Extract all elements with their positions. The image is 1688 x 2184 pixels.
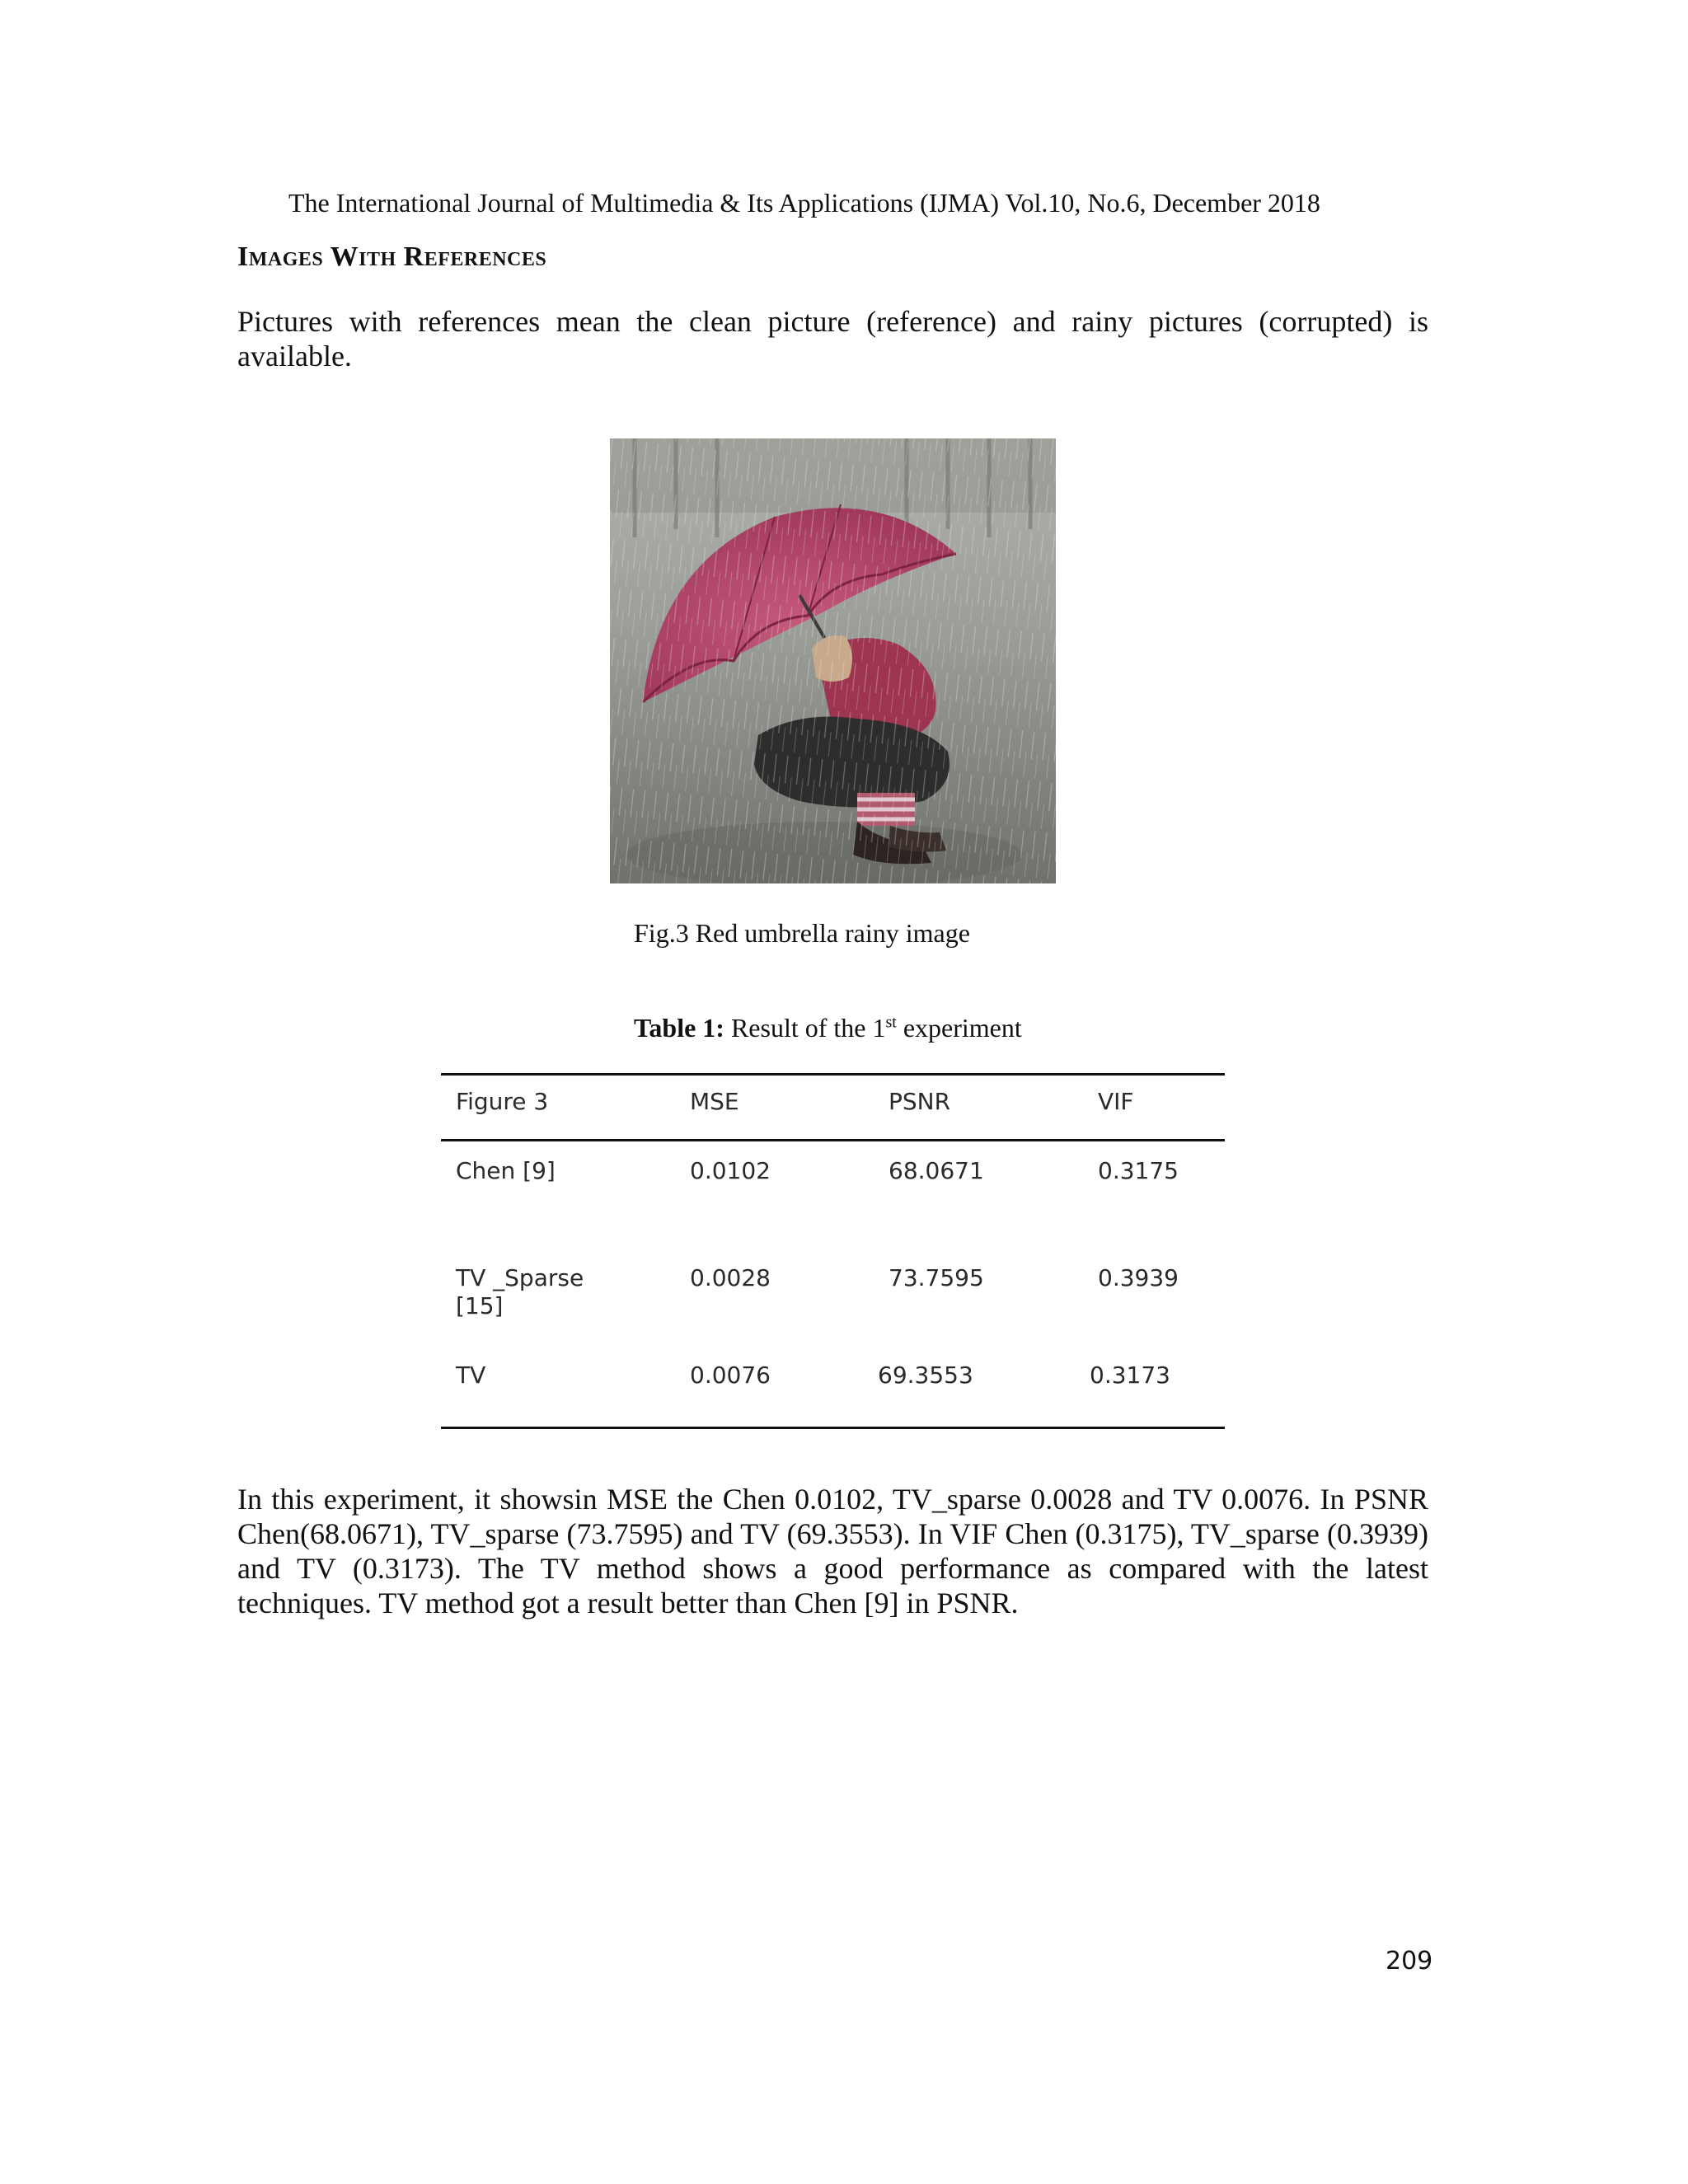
table-cell: Chen [9]	[456, 1157, 556, 1184]
results-table	[441, 1073, 1225, 1429]
table-cell: TV	[456, 1361, 486, 1389]
table-cell: 73.7595	[889, 1264, 984, 1291]
figure-red-umbrella-image	[610, 438, 1056, 883]
table-caption-superscript: st	[885, 1013, 897, 1032]
figure-caption: Fig.3 Red umbrella rainy image	[634, 918, 970, 948]
table-cell: 0.3939	[1098, 1264, 1179, 1291]
table-caption-tail: experiment	[896, 1013, 1022, 1043]
red-umbrella-illustration	[610, 438, 1056, 883]
result-paragraph: In this experiment, it showsin MSE the Chen 0.0102, TV_sparse 0.0028 and TV 0.0076. In PSNR Chen(68.0671), TV_sparse (73.7595) and TV (69.3553). In VIF Chen (0.3175), TV_sparse (0.3939) and TV (0.3173). The TV method shows a good performance as compared with the latest techniques. TV method got a result better than Chen [9] in PSNR.	[237, 1483, 1428, 1619]
page-number: 209	[1386, 1947, 1433, 1975]
table-cell: 68.0671	[889, 1157, 984, 1184]
section-heading: Images With References	[237, 241, 547, 272]
table-caption	[634, 1010, 1022, 1046]
table-header-cell: Figure 3	[456, 1088, 549, 1115]
table-header-cell: MSE	[690, 1088, 739, 1115]
table-cell: [15]	[456, 1292, 504, 1319]
table-cell: 0.0076	[690, 1361, 771, 1389]
table-caption-label: Table 1:	[634, 1013, 724, 1043]
table-header-cell: VIF	[1098, 1088, 1134, 1115]
table-cell: 0.0028	[690, 1264, 771, 1291]
table-cell: 0.0102	[690, 1157, 771, 1184]
table-cell: 0.3173	[1090, 1361, 1170, 1389]
table-cell: 0.3175	[1098, 1157, 1179, 1184]
table-bottom-rule	[441, 1427, 1225, 1429]
table-caption-text: Result of the 1	[730, 1013, 886, 1043]
table-header-cell: PSNR	[889, 1088, 951, 1115]
table-cell: 69.3553	[878, 1361, 973, 1389]
table-cell: TV _Sparse	[456, 1264, 584, 1291]
table-header-rule	[441, 1139, 1225, 1141]
table-top-rule	[441, 1073, 1225, 1076]
intro-paragraph: Pictures with references mean the clean picture (reference) and rainy pictures (corrupted) is available.	[237, 305, 1428, 373]
running-header: The International Journal of Multimedia & Its Applications (IJMA) Vol.10, No.6, December 2018	[288, 188, 1320, 218]
